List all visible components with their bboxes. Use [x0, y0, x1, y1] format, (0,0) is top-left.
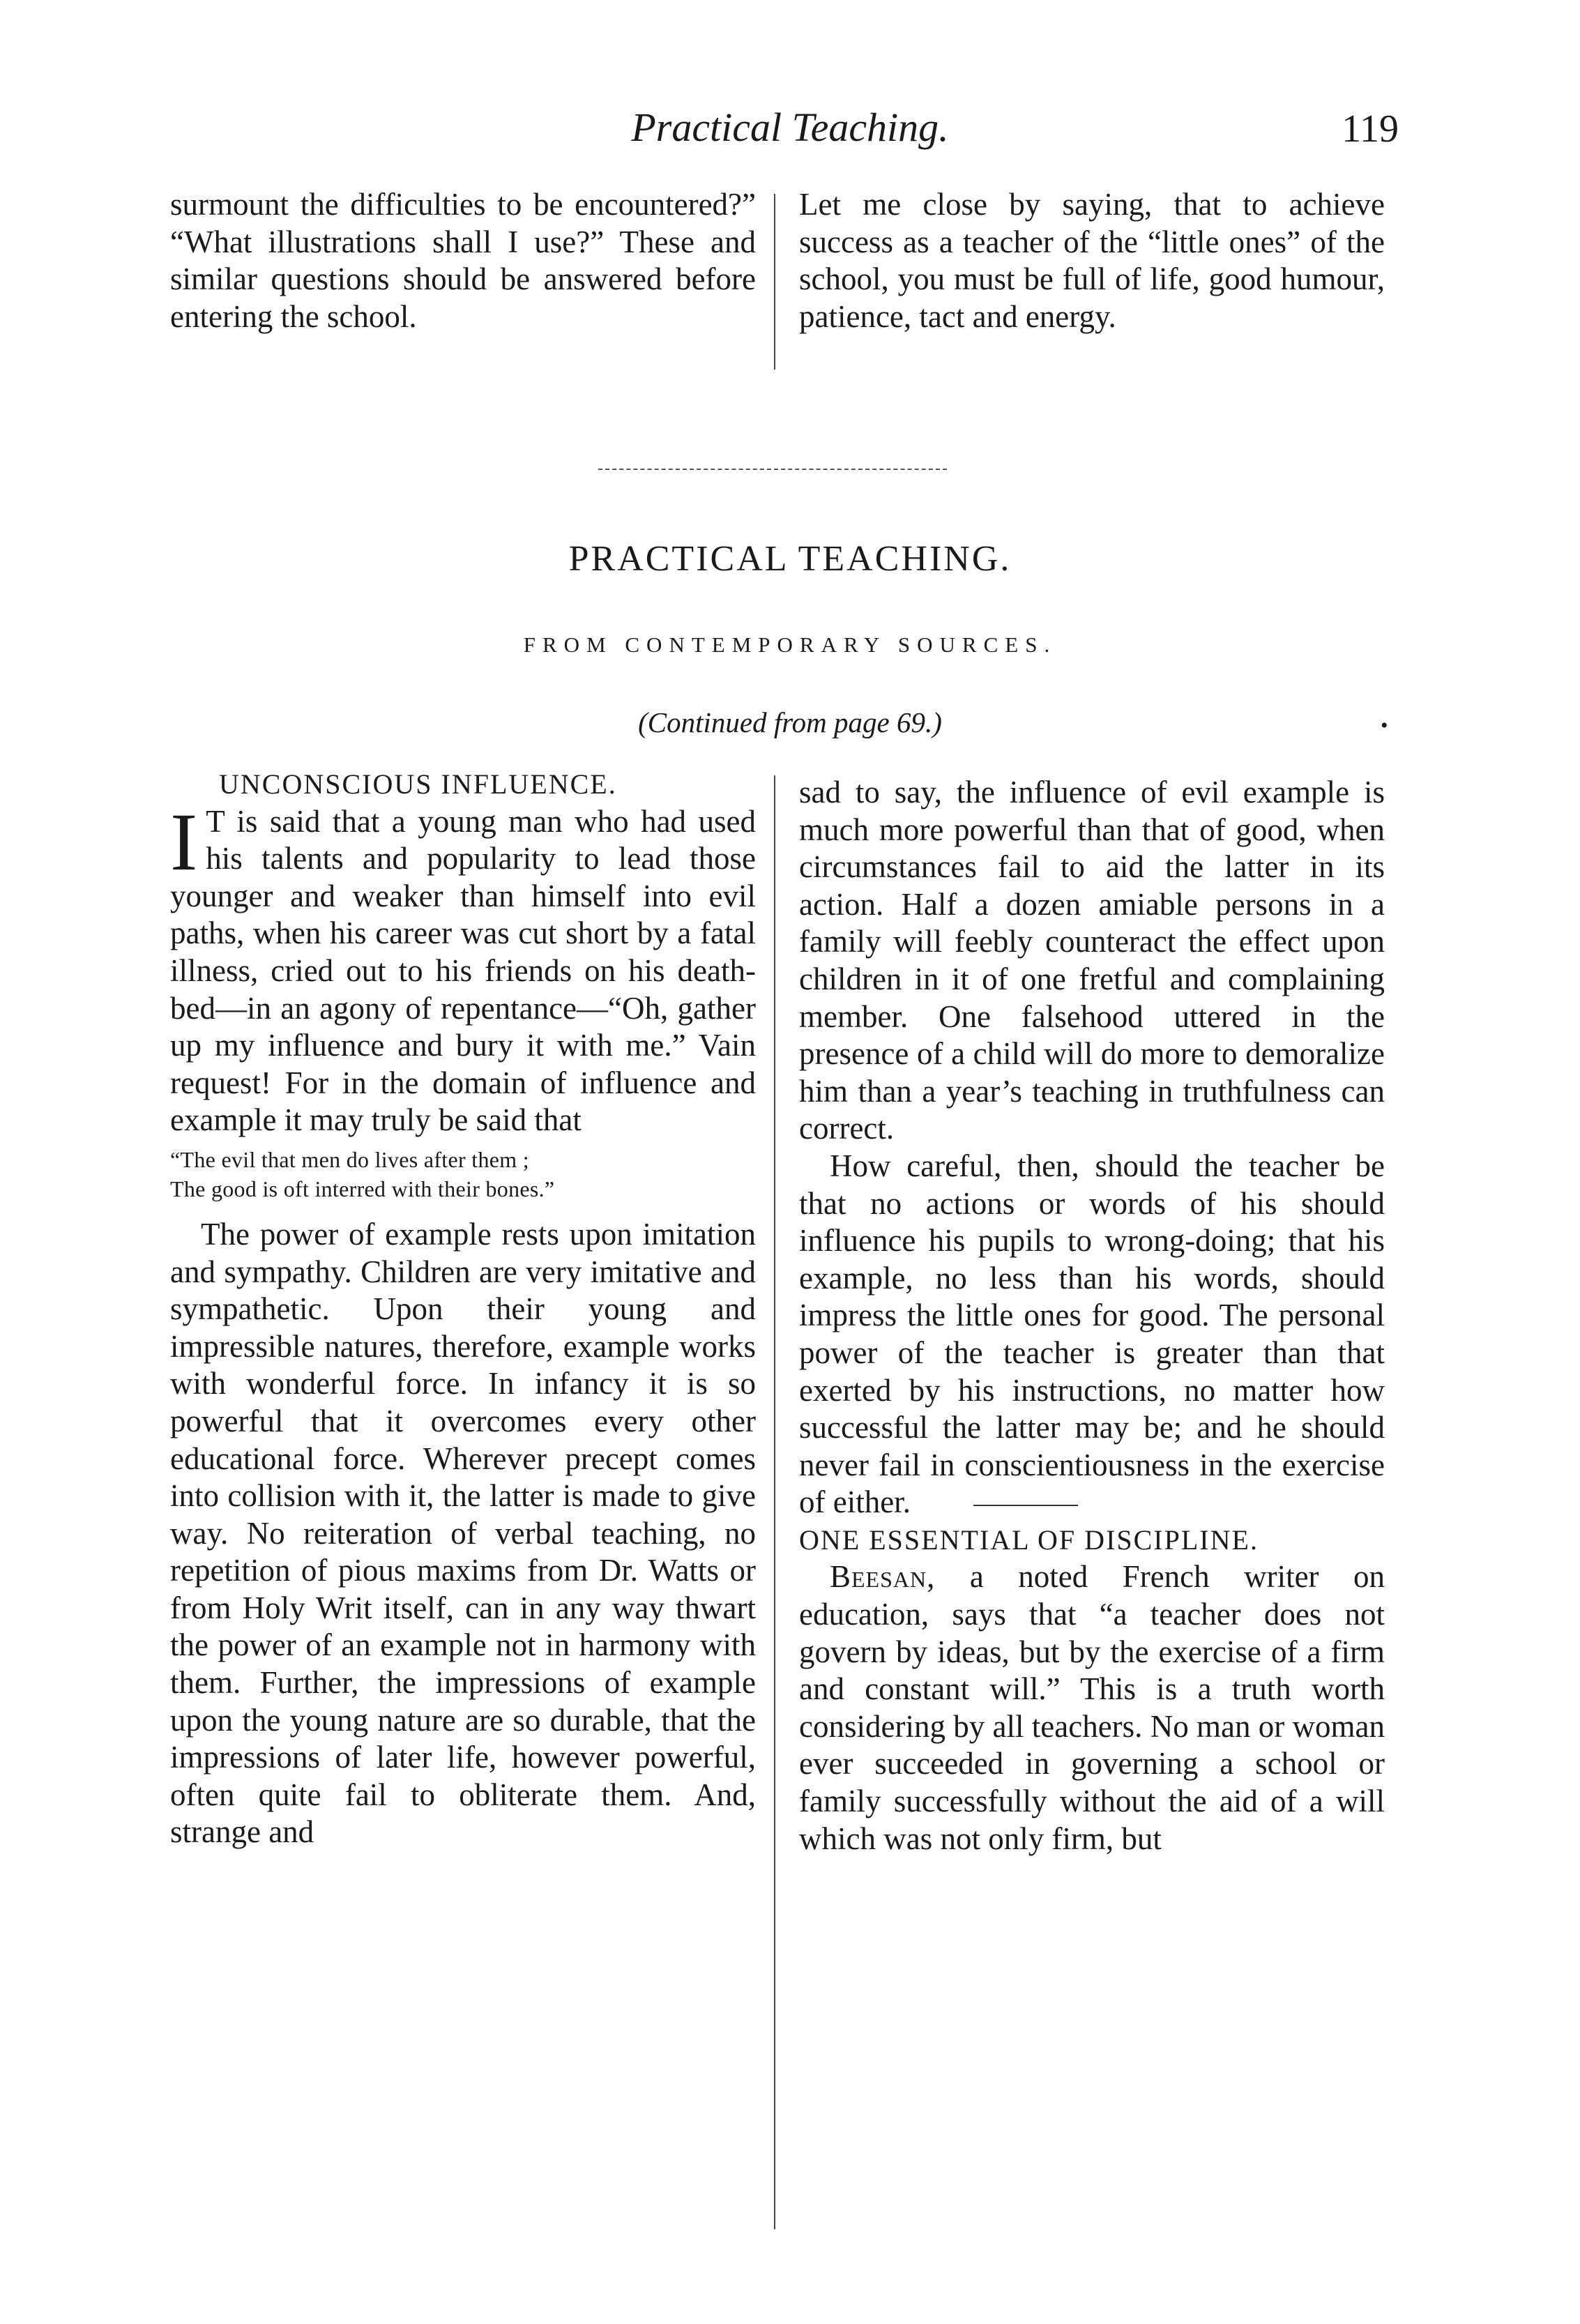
paragraph-how-careful-text: How careful, then, should the teacher be that no actions or words of his should influence his pupils to wrong-doing; that his example, no less than his words, should impress the little ones for good. The personal power of the teacher is greater than that exerted by his instructions, no matter how successful the latter may be; and he should never fail in conscientiousness in the exercise of either. [799, 1148, 1385, 1520]
continued-note: (Continued from page 69.) [638, 706, 942, 738]
section-heading-discipline: ONE ESSENTIAL OF DISCIPLINE. [799, 1524, 1259, 1556]
paragraph-how-careful [799, 1148, 1385, 1521]
inline-divider-rule [973, 1505, 1078, 1506]
paragraph-opening [170, 796, 756, 1139]
top-right-column [799, 186, 1385, 335]
paragraph-power-of-example: The power of example rests upon imitation and sympathy. Children are very imitative and sympathetic. Upon their young and impressible natures, therefore, example works with wonderful force. In infancy it is so powerful that it overcomes every other educational force. Wherever precept comes into collision with it, the latter is made to give way. No reiteration of verbal teaching, no repetition of pious maxims from Dr. Watts or from Holy Writ itself, can in any way thwart the power of an example not in harmony with them. Further, the impressions of example upon the young nature are so durable, that the impressions of later life, however powerful, often quite fail to obliterate them. And, strange and [170, 1216, 756, 1850]
author-name: Beesan, [830, 1559, 936, 1595]
paragraph-evil-example: sad to say, the influence of evil example is much more powerful than that of good, when circumstances fail to aid the latter in its action. Half a dozen amiable persons in a family will feebly counteract the effect upon children in it of one fretful and complaining member. One falsehood uttered in the presence of a child will do more to demoralize him than a year’s teaching in truthfulness can correct. [799, 775, 1385, 1146]
section-separator-rule [598, 469, 947, 470]
quote-line: The good is oft interred with their bones.” [170, 1176, 555, 1201]
article-subtitle: FROM CONTEMPORARY SOURCES. [523, 632, 1057, 657]
body-left-column [170, 766, 756, 1851]
block-quote [170, 1145, 756, 1203]
body-right-column [799, 774, 1385, 1858]
section-heading-unconscious-influence: UNCONSCIOUS INFLUENCE. [219, 768, 617, 800]
top-right-paragraph: Let me close by saying, that to achieve success as a teacher of the “little ones” of the school, you must be full of life, good humour, patience, tact and energy. [799, 187, 1385, 334]
column-divider-body [774, 775, 775, 2229]
running-header: Practical Teaching. [631, 105, 949, 150]
column-divider-top [774, 194, 775, 370]
top-left-column [170, 186, 756, 335]
paragraph-beesan [799, 1558, 1385, 1858]
article-title: PRACTICAL TEACHING. [568, 539, 1012, 579]
drop-cap: I [170, 796, 198, 888]
page-number: 119 [1342, 107, 1399, 151]
quote-line: “The evil that men do lives after them ; [170, 1146, 529, 1172]
paragraph-beesan-text: a noted French writer on education, says that “a teacher does not govern by ideas, but by the exercise of a firm and constant will.” This is a truth worth considering by all teachers. No man or woman ever succeeded in governing a school or family successfully without the aid of a will which was not only firm, but [799, 1559, 1385, 1856]
paragraph-opening-text: T is said that a young man who had used his talents and popularity to lead those younger and weaker than himself into evil paths, when his career was cut short by a fatal illness, cried out to his friends on his death-bed—in an agony of repentance—“Oh, gather up my influence and bury it with me.” Vain request! For in the domain of influence and example it may truly be said that [170, 803, 756, 1138]
top-left-paragraph: surmount the difficulties to be encountered?” “What illustrations shall I use?” These and similar questions should be answered before entering the school. [170, 187, 756, 334]
stray-dot: • [1381, 714, 1388, 737]
